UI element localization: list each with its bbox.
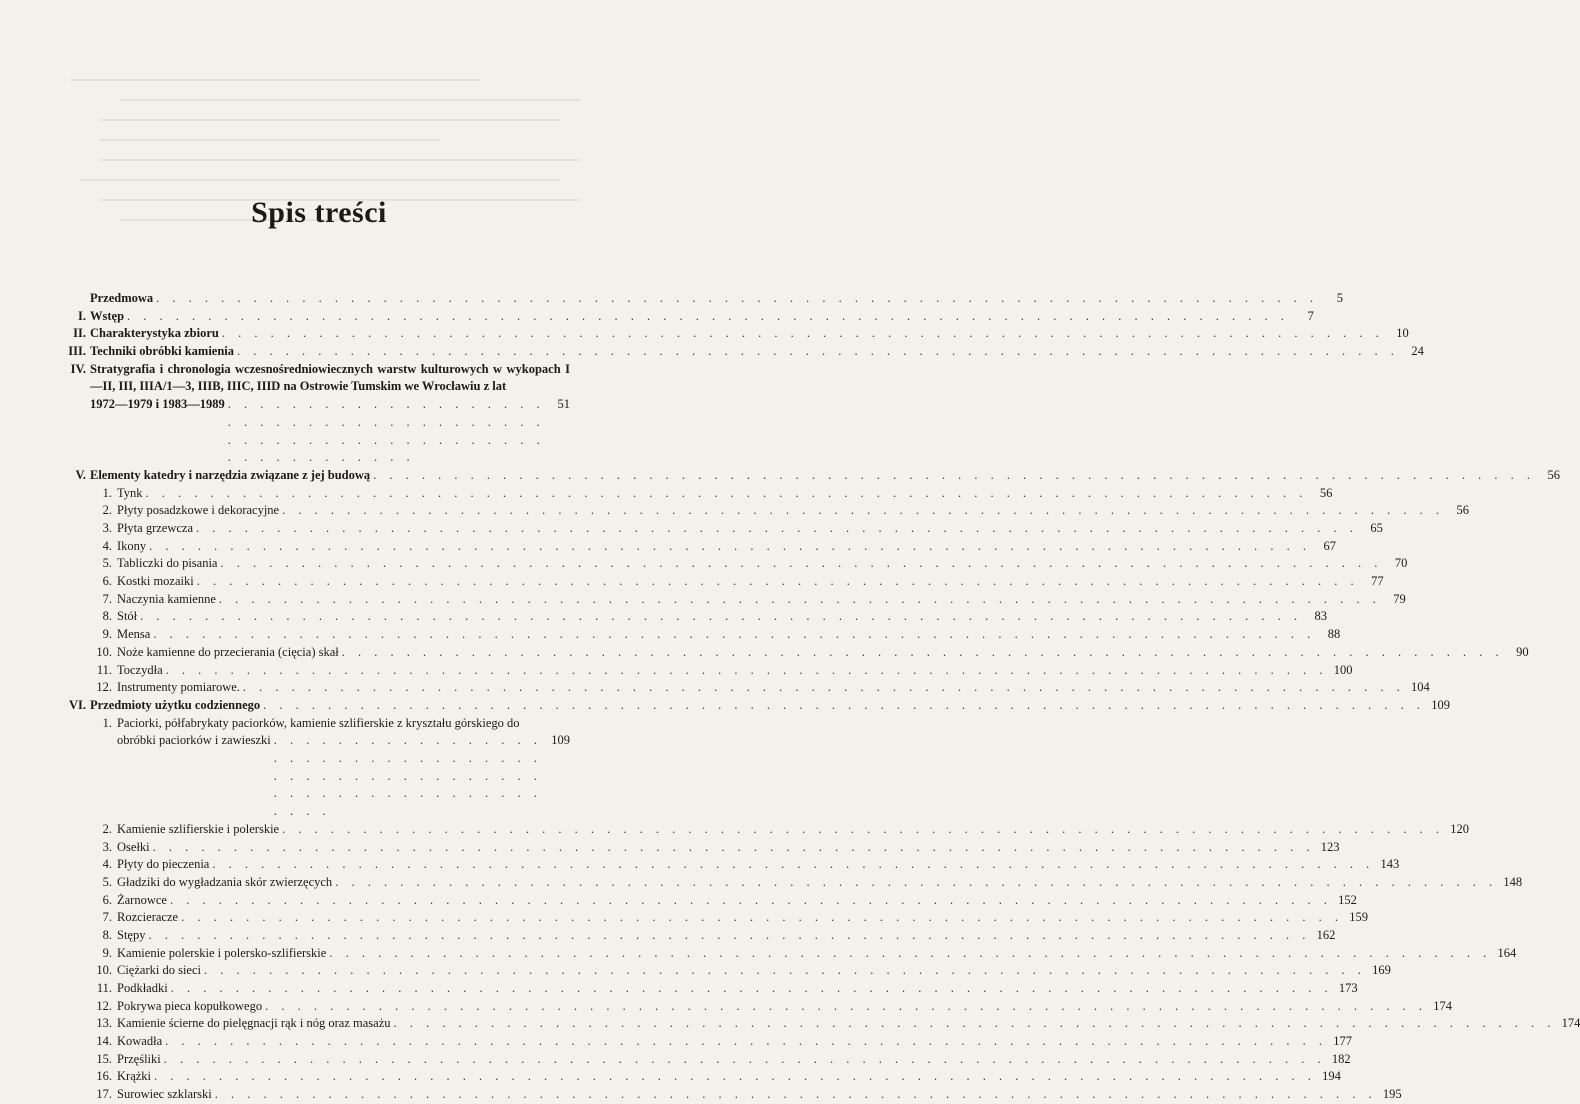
toc-entry-last-line [90, 396, 570, 467]
toc-entry[interactable] [52, 644, 1529, 662]
dot-leader: . . . . . . . . . . . . . . . . . . . . . . . . . . . . . . . . . . . . . . . . . . . . . . . . . . . . . . . . . . . . . . . . . . . . . . . . [169, 892, 1332, 907]
toc-entry-label: Osełki [117, 839, 150, 854]
toc-entry-label: Instrumenty pomiarowe. [117, 680, 240, 695]
toc-page-number: 109 [1431, 697, 1450, 712]
toc-entry-label: Kamienie ścierne do pielęgnacji rąk i nóg oraz masażu [117, 1016, 391, 1031]
toc-entry[interactable] [52, 1033, 1352, 1051]
toc-entry-label: Krążki [117, 1069, 152, 1084]
toc-entry-label: Pokrywa pieca kopułkowego [117, 998, 263, 1013]
toc-entry[interactable] [52, 962, 1391, 980]
toc-entry-number: 1. [102, 485, 112, 500]
toc-entry-label: Przęśliki [117, 1051, 161, 1066]
dot-leader: . . . . . . . . . . . . . . . . . . . . . . . . . . . . . . . . . . . . . . . . . . . . . . . . . . . . . . . . . . . . . . . . . . . . . . . . [221, 326, 1384, 341]
dot-leader: . . . . . . . . . . . . . . . . . . . . . . . . . . . . . . . . . . . . . . . . . . . . . . . . . . . . . . . . . . . . . . . . . . . . . . . . [218, 591, 1381, 606]
toc-page-number: 120 [1450, 821, 1469, 836]
toc-entry-number: 16. [96, 1069, 112, 1084]
dot-leader: . . . . . . . . . . . . . . . . . . . . . . . . . . . . . . . . . . . . . . . . . . . . . . . . . . . . . . . . . . . . . . . . . . . . . . . . [154, 1069, 1316, 1084]
toc-entry[interactable] [52, 1051, 1351, 1069]
toc-page-number: 90 [1516, 644, 1529, 659]
dot-leader: . . . . . . . . . . . . . . . . . . . . . . . . . . . . . . . . . . . . . . . . . . . . . . . . . . . . . . . . . . . . . . . . . . . . . . . . [227, 397, 545, 465]
dot-leader: . . . . . . . . . . . . . . . . . . . . . . . . . . . . . . . . . . . . . . . . . . . . . . . . . . . . . . . . . . . . . . . . . . . . . . . . [282, 503, 1444, 518]
toc-entry-number: 12. [96, 680, 112, 695]
toc-page-number: 77 [1371, 574, 1384, 589]
toc-entry[interactable] [52, 697, 1450, 715]
toc-entry[interactable] [52, 555, 1408, 573]
toc-entry-number: 8. [102, 927, 112, 942]
toc-entry-label: Kamienie szlifierskie i polerskie [117, 821, 280, 836]
dot-leader: . . . . . . . . . . . . . . . . . . . . . . . . . . . . . . . . . . . . . . . . . . . . . . . . . . . . . . . . . . . . . . . . . . . . . . . . [341, 644, 1504, 659]
toc-entry-number: 9. [102, 627, 112, 642]
toc-entry-label: Surowiec szklarski [117, 1087, 212, 1102]
toc-entry-number: 7. [102, 910, 112, 925]
dot-leader: . . . . . . . . . . . . . . . . . . . . . . . . . . . . . . . . . . . . . . . . . . . . . . . . . . . . . . . . . . . . . . . . . . . . . . . . [170, 981, 1333, 995]
toc-entry-number: 7. [102, 591, 112, 606]
toc-page-number: 162 [1316, 927, 1336, 942]
toc-entry[interactable] [52, 308, 1314, 326]
toc-entry[interactable] [52, 715, 570, 821]
toc-entry[interactable] [52, 892, 1357, 910]
toc-entry-number: 1. [102, 715, 112, 730]
toc-page-number: 174 [1433, 998, 1452, 1013]
toc-page-number: 174 [1561, 1016, 1580, 1031]
toc-page-number: 24 [1411, 344, 1424, 359]
toc-entry-label: Stół [117, 609, 138, 624]
toc-entry[interactable] [52, 945, 1517, 963]
toc-page-number: 100 [1333, 662, 1353, 677]
dot-leader: . . . . . . . . . . . . . . . . . . . . . . . . . . . . . . . . . . . . . . . . . . . . . . . . . . . . . . . . . . . . . . . . . . . . . . . . [149, 538, 1312, 553]
dot-leader: . . . . . . . . . . . . . . . . . . . . . . . . . . . . . . . . . . . . . . . . . . . . . . . . . . . . . . . . . . . . . . . . . . . . . . . . [153, 627, 1316, 642]
toc-entry-label: Noże kamienne do przecierania (cięcia) skał [117, 644, 339, 659]
toc-entry[interactable] [52, 1086, 1402, 1104]
toc-entry-number: III. [68, 344, 86, 359]
dot-leader: . . . . . . . . . . . . . . . . . . . . . . . . . . . . . . . . . . . . . . . . . . . . . . . . . . . . . . . . . . . . . . . . . . . . . . . . [127, 308, 1289, 323]
toc-entry-number: IV. [70, 361, 86, 376]
dot-leader: . . . . . . . . . . . . . . . . . . . . . . . . . . . . . . . . . . . . . . . . . . . . . . . . . . . . . . . . . . . . . . . . . . . . . . . . [237, 344, 1399, 359]
toc-entry-label: Przedmioty użytku codziennego [90, 697, 261, 712]
dot-leader: . . . . . . . . . . . . . . . . . . . . . . . . . . . . . . . . . . . . . . . . . . . . . . . . . . . . . . . . . . . . . . . . . . . . . . . . [156, 291, 1319, 305]
toc-entry-label: Podkładki [117, 981, 168, 995]
toc-entry-number: 11. [96, 662, 112, 677]
toc-page-number: 164 [1497, 945, 1517, 960]
toc-entry-number: 11. [96, 981, 112, 995]
toc-entry-label: 1972—1979 i 1983—1989 [90, 397, 225, 412]
toc-entry-label: Charakterystyka zbioru [90, 326, 219, 341]
toc-entry-label: Rozcieracze [117, 910, 179, 925]
toc-entry[interactable] [52, 538, 1337, 556]
toc-page-number: 182 [1331, 1051, 1351, 1066]
toc-page-number: 194 [1322, 1069, 1341, 1084]
toc-entry-number: V. [75, 467, 86, 482]
toc-entry[interactable] [52, 909, 1368, 927]
toc-entry[interactable] [52, 467, 1561, 485]
dot-leader: . . . . . . . . . . . . . . . . . . . . . . . . . . . . . . . . . . . . . . . . . . . . . . . . . . . . . . . . . . . . . . . . . . . . . . . . [145, 485, 1308, 500]
dot-leader: . . . . . . . . . . . . . . . . . . . . . . . . . . . . . . . . . . . . . . . . . . . . . . . . . . . . . . . . . . . . . . . . . . . . . . . . [242, 680, 1405, 695]
toc-entry-label: Kamienie polerskie i polersko-szlifierskie [117, 945, 327, 960]
toc-entry[interactable] [52, 679, 1430, 697]
toc-entry[interactable] [52, 626, 1341, 644]
toc-page-number: 177 [1333, 1034, 1352, 1049]
toc-entry-label: Tabliczki do pisania [117, 556, 218, 571]
toc-entry-label: Wstęp [90, 308, 125, 323]
toc-page-number: 152 [1338, 892, 1357, 907]
toc-entry[interactable] [52, 839, 1340, 857]
toc-entry-number: 2. [102, 821, 112, 836]
toc-page-number: 123 [1320, 839, 1340, 854]
dot-leader: . . . . . . . . . . . . . . . . . . . . . . . . . . . . . . . . . . . . . . . . . . . . . . . . . . . . . . . . . . . . . . . . . . . . . . . . [196, 574, 1359, 589]
dot-leader: . . . . . . . . . . . . . . . . . . . . . . . . . . . . . . . . . . . . . . . . . . . . . . . . . . . . . . . . . . . . . . . . . . . . . . . . [204, 963, 1366, 978]
toc-page-number: 56 [1319, 485, 1333, 500]
toc-page-number: 195 [1382, 1087, 1402, 1102]
toc-entry[interactable] [52, 980, 1358, 998]
toc-page-number: 7 [1307, 308, 1314, 323]
toc-entry-label: Elementy katedry i narzędzia związane z jej budową [90, 467, 371, 482]
toc-entry[interactable] [52, 874, 1523, 892]
toc-entry-block [52, 361, 570, 467]
toc-entry-label: Ciężarki do sieci [117, 963, 201, 978]
toc-entry-label: Gładziki do wygładzania skór zwierzęcych [117, 874, 333, 889]
toc-page-number: 104 [1411, 680, 1430, 695]
toc-entry-label: Przedmowa [90, 291, 154, 305]
toc-entry-number: 12. [96, 998, 112, 1013]
toc-page-number: 169 [1372, 963, 1391, 978]
toc-entry-number: 4. [102, 857, 112, 872]
toc-page-number: 65 [1370, 521, 1383, 536]
toc-entry[interactable] [52, 361, 570, 467]
toc-entry-number: 13. [96, 1016, 112, 1031]
toc-entry[interactable] [52, 502, 1469, 520]
toc-entry[interactable] [52, 927, 1336, 945]
dot-leader: . . . . . . . . . . . . . . . . . . . . . . . . . . . . . . . . . . . . . . . . . . . . . . . . . . . . . . . . . . . . . . . . . . . . . . . . [214, 1087, 1377, 1102]
toc-page-number: 67 [1323, 538, 1337, 553]
toc-entry[interactable] [52, 325, 1409, 343]
toc-page-number: 5 [1336, 291, 1344, 305]
toc-entry-number: 14. [96, 1034, 112, 1049]
toc-entry-label: Stępy [117, 927, 146, 942]
dot-leader: . . . . . . . . . . . . . . . . . . . . . . . . . . . . . . . . . . . . . . . . . . . . . . . . . . . . . . . . . . . . . . . . . . . . . . . . [220, 556, 1383, 571]
dot-leader: . . . . . . . . . . . . . . . . . . . . . . . . . . . . . . . . . . . . . . . . . . . . . . . . . . . . . . . . . . . . . . . . . . . . . . . . [196, 521, 1358, 536]
toc-entry-block [52, 715, 570, 821]
toc-entry-number: 10. [96, 963, 112, 978]
toc-page-number: 83 [1314, 609, 1328, 624]
toc-page-number: 51 [557, 397, 570, 412]
dot-leader: . . . . . . . . . . . . . . . . . . . . . . . . . . . . . . . . . . . . . . . . . . . . . . . . . . . . . . . . . . . . . . . . . . . . . . . . [393, 1016, 1556, 1031]
toc-entry-last-line [117, 732, 570, 821]
dot-leader: . . . . . . . . . . . . . . . . . . . . . . . . . . . . . . . . . . . . . . . . . . . . . . . . . . . . . . . . . . . . . . . . . . . . . . . . [263, 697, 1425, 712]
toc-entry-number: 3. [102, 521, 112, 536]
table-of-contents [52, 290, 1580, 1104]
toc-entry-number: 5. [102, 874, 112, 889]
toc-entry-label: Kowadła [117, 1034, 163, 1049]
toc-entry[interactable] [52, 1015, 1580, 1033]
toc-entry-label: Kostki mozaiki [117, 574, 194, 589]
dot-leader: . . . . . . . . . . . . . . . . . . . . . . . . . . . . . . . . . . . . . . . . . . . . . . . . . . . . . . . . . . . . . . . . . . . . . . . . [181, 910, 1343, 925]
toc-entry-number: 5. [102, 556, 112, 571]
toc-page-number: 173 [1338, 981, 1358, 995]
toc-entry-label: Ikony [117, 538, 147, 553]
toc-entry-number: 17. [96, 1087, 112, 1102]
toc-entry-label: Naczynia kamienne [117, 591, 216, 606]
toc-entry-number: 2. [102, 503, 112, 518]
toc-page-number: 79 [1393, 591, 1406, 606]
dot-leader: . . . . . . . . . . . . . . . . . . . . . . . . . . . . . . . . . . . . . . . . . . . . . . . . . . . . . . . . . . . . . . . . . . . . . . . . [152, 839, 1315, 854]
toc-entry-number: 4. [102, 538, 112, 553]
toc-page-number: 70 [1394, 556, 1408, 571]
toc-entry[interactable] [52, 573, 1384, 591]
toc-page-number: 109 [551, 733, 570, 748]
toc-entry-number: 10. [96, 644, 112, 659]
toc-entry[interactable] [52, 343, 1424, 361]
dot-leader: . . . . . . . . . . . . . . . . . . . . . . . . . . . . . . . . . . . . . . . . . . . . . . . . . . . . . . . . . . . . . . . . . . . . . . . . [329, 945, 1492, 960]
toc-entry-number: II. [73, 326, 86, 341]
toc-entry-number: 6. [102, 574, 112, 589]
dot-leader: . . . . . . . . . . . . . . . . . . . . . . . . . . . . . . . . . . . . . . . . . . . . . . . . . . . . . . . . . . . . . . . . . . . . . . . . [273, 733, 542, 819]
toc-entry-label: Płyty posadzkowe i dekoracyjne [117, 503, 280, 518]
page-title: Spis treści [251, 196, 387, 229]
dot-leader: . . . . . . . . . . . . . . . . . . . . . . . . . . . . . . . . . . . . . . . . . . . . . . . . . . . . . . . . . . . . . . . . . . . . . . . . [282, 821, 1444, 836]
toc-entry-label: Płyta grzewcza [117, 521, 194, 536]
toc-entry-label: Tynk [117, 485, 143, 500]
toc-entry[interactable] [52, 485, 1333, 503]
toc-entry-label: Mensa [117, 627, 151, 642]
toc-page-number: 148 [1503, 874, 1523, 889]
toc-entry-label-line: Paciorki, półfabrykaty paciorków, kamienie szlifierskie z kryształu górskiego do [117, 715, 520, 730]
toc-entry[interactable] [52, 608, 1328, 626]
dot-leader: . . . . . . . . . . . . . . . . . . . . . . . . . . . . . . . . . . . . . . . . . . . . . . . . . . . . . . . . . . . . . . . . . . . . . . . . [265, 998, 1427, 1013]
toc-page-number: 88 [1327, 627, 1341, 642]
toc-entry[interactable] [52, 290, 1344, 308]
toc-entry-number: 9. [102, 945, 112, 960]
toc-page-number: 143 [1380, 857, 1400, 872]
toc-entry-label: Płyty do pieczenia [117, 857, 210, 872]
toc-entry-number: 6. [102, 892, 112, 907]
dot-leader: . . . . . . . . . . . . . . . . . . . . . . . . . . . . . . . . . . . . . . . . . . . . . . . . . . . . . . . . . . . . . . . . . . . . . . . . [165, 662, 1328, 677]
toc-entry[interactable] [52, 662, 1353, 680]
toc-entry[interactable] [52, 856, 1400, 874]
toc-entry[interactable] [52, 520, 1383, 538]
toc-entry-number: 15. [96, 1051, 112, 1066]
toc-entry-label: Techniki obróbki kamienia [90, 344, 235, 359]
dot-leader: . . . . . . . . . . . . . . . . . . . . . . . . . . . . . . . . . . . . . . . . . . . . . . . . . . . . . . . . . . . . . . . . . . . . . . . . [163, 1051, 1326, 1066]
toc-page-number: 10 [1396, 326, 1409, 341]
toc-entry-number: VI. [68, 697, 86, 712]
toc-entry-label-line: Stratygrafia i chronologia wczesnośredniowiecznych warstw kulturowych w wykopach I—II, III, IIIA/1—3, IIIB, IIIC, IIID na Ostrowie Tumskim we Wrocławiu z lat [90, 361, 570, 394]
toc-entry-label: Żarnowce [117, 892, 167, 907]
toc-entry[interactable] [52, 998, 1452, 1016]
dot-leader: . . . . . . . . . . . . . . . . . . . . . . . . . . . . . . . . . . . . . . . . . . . . . . . . . . . . . . . . . . . . . . . . . . . . . . . . [165, 1034, 1327, 1049]
dot-leader: . . . . . . . . . . . . . . . . . . . . . . . . . . . . . . . . . . . . . . . . . . . . . . . . . . . . . . . . . . . . . . . . . . . . . . . . [373, 467, 1536, 482]
toc-entry[interactable] [52, 1068, 1341, 1086]
toc-entry-number: I. [78, 308, 86, 323]
toc-entry[interactable] [52, 591, 1406, 609]
toc-entry[interactable] [52, 821, 1469, 839]
toc-entry-number: 3. [102, 839, 112, 854]
dot-leader: . . . . . . . . . . . . . . . . . . . . . . . . . . . . . . . . . . . . . . . . . . . . . . . . . . . . . . . . . . . . . . . . . . . . . . . . [148, 927, 1311, 942]
toc-entry-number: 8. [102, 609, 112, 624]
toc-page-number: 159 [1349, 910, 1368, 925]
toc-entry-label: obróbki paciorków i zawieszki [117, 733, 271, 748]
toc-page-number: 56 [1547, 467, 1561, 482]
dot-leader: . . . . . . . . . . . . . . . . . . . . . . . . . . . . . . . . . . . . . . . . . . . . . . . . . . . . . . . . . . . . . . . . . . . . . . . . [212, 857, 1375, 872]
toc-page-number: 56 [1456, 503, 1469, 518]
toc-entry-label: Toczydła [117, 662, 163, 677]
dot-leader: . . . . . . . . . . . . . . . . . . . . . . . . . . . . . . . . . . . . . . . . . . . . . . . . . . . . . . . . . . . . . . . . . . . . . . . . [140, 609, 1303, 624]
dot-leader: . . . . . . . . . . . . . . . . . . . . . . . . . . . . . . . . . . . . . . . . . . . . . . . . . . . . . . . . . . . . . . . . . . . . . . . . [335, 874, 1498, 889]
